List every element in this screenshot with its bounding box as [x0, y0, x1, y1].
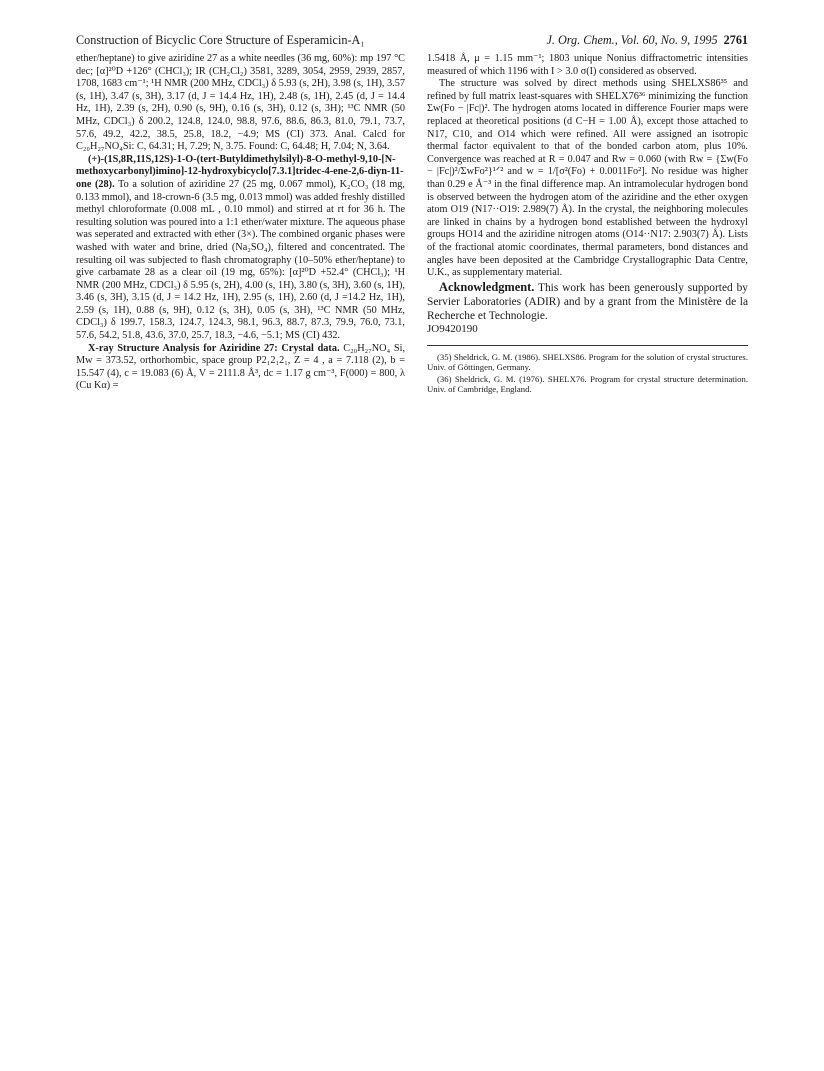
xray-body: C₂₀H₂₇NO₄ Si, Mw = 373.52, orthorhombic, space group P2₁2₁2₁, Z = 4 , a = 7.118 (2), b = 15.547 (4), c = 19.083 (6) Å, V = 2111.8 Å³, dc = 1.17 g cm⁻³, F(000) = 800, λ (Cu Kα) = — [76, 342, 406, 392]
compound-28-body: To a solution of aziridine 27 (25 mg, 0.067 mmol), K₂CO₃ (18 mg, 0.133 mmol), and 18-crown-6 (3.5 mg, 0.013 mmol) was added freshly distilled methyl chloroformate (0.008 mL , 0.10 mmol) and stirred at rt for 36 h. The resulting solution was poured into a 1:1 ether/water mixture. The aqueous phase was seperated and extracted with ether (3×). The combined organic phases were washed with water and brine, dried (Na₂SO₄), filtered and concentrated. The resulting oil was subjected to flash chromatography (10–50% ether/heptane) to give carbamate 28 as a clear oil (19 mg, 65%): [α]²⁰D +52.4° (CHCl₃); ¹H NMR (200 MHz, CDCl₃) δ 5.95 (s, 2H), 4.00 (s, 1H), 3.80 (s, 3H), 3.60 (s, 1H), 3.46 (s, 3H), 3.15 (d, J = 14.2 Hz, 1H), 2.95 (s, 1H), 2.60 (d, J =14.2 Hz, 1H), 2.59 (s, 1H), 0.88 (s, 9H), 0.12 (s, 3H), 0.05 (s, 3H), ¹³C NMR (50 MHz, CDCl₃) δ 199.7, 158.3, 124.7, 124.3, 98.1, 96.3, 88.7, 87.3, 79.9, 76.0, 73.1, 57.6, 54.2, 51.8, 43.6, 37.0, 25.7, 18.3, −4.6, −5.1; MS (CI) 432. — [76, 178, 405, 342]
footnote-rule — [427, 345, 748, 346]
page-number: 2761 — [723, 33, 748, 47]
running-title: Construction of Bicyclic Core Structure of Esperamicin-A₁ — [76, 33, 365, 47]
diffractometer-paragraph: 1.5418 Å, μ = 1.15 mm⁻¹; 1803 unique Nonius diffractometric intensities measured of which 1196 with I > 3.0 σ(I) considered as observed. — [427, 53, 748, 77]
acknowledgment-body: This work has been generously supported by Servier Laboratories (ADIR) and by a grant from the Ministère de la Recherche et Technologie. — [427, 281, 748, 323]
acknowledgment — [427, 280, 748, 324]
xray-title: X-ray Structure Analysis for Aziridine 27: Crystal data. — [88, 342, 340, 354]
journal-name: J. Org. Chem., Vol. 60, No. 9, 1995 — [546, 33, 718, 47]
left-column — [76, 53, 405, 393]
page-header — [76, 33, 748, 49]
xray-paragraph — [76, 343, 405, 393]
compound-28-paragraph — [76, 154, 405, 343]
right-column — [427, 53, 748, 396]
reference-36: (36) Sheldrick, G. M. (1976). SHELX76. Program for crystal structure determination. Univ. of Cambridge, England. — [427, 373, 748, 395]
manuscript-code: JO9420190 — [427, 323, 478, 336]
reference-35: (35) Sheldrick, G. M. (1986). SHELXS86. Program for the solution of crystal structures. Univ. of Göttingen, Germany. — [427, 351, 748, 373]
references — [427, 352, 748, 395]
acknowledgment-heading: Acknowledgment. — [439, 279, 535, 294]
structure-solution-paragraph: The structure was solved by direct methods using SHELXS86³⁵ and refined by full matrix least-squares with SHELX76³⁶ minimizing the function Σw(Fo − |Fc|)². The hydrogen atoms located in difference Fourier maps were replaced at theoretical positions (d C−H = 1.00 Å), except those attached to N17, C10, and O14 which were refined. All were assigned an isotropic thermal factor equivalent to that of the bonded carbon atom, plus 10%. Convergence was reached at R = 0.047 and Rw = 0.060 (with Rw = {Σw(Fo − |Fc|)²/ΣwFo²}¹ᐟ² and w = 1/[σ²(Fo) + 0.0011Fo²]. No residue was higher than 0.29 e Å⁻³ in the final difference map. An intramolecular hydrogen bond is observed between the hydrogen atom of the aziridine and the ether oxygen atom O19 (N17··O19: 2.989(7) Å). In the crystal, the neighboring molecules are linked in chains by a hydrogen bond established between the hydroxyl groups HO14 and the aziridine nitrogen atoms (O14··N17: 2.903(7) Å). Lists of the fractional atomic coordinates, thermal parameters, bond distances and angles have been deposited at the Cambridge Crystallographic Data Centre, U.K., as supplementary material. — [427, 78, 748, 279]
aziridine-27-data-paragraph: ether/heptane) to give aziridine 27 as a white needles (36 mg, 60%): mp 197 °C dec; [α]²⁰D +126° (CHCl₃); IR (CH₂Cl₂) 3581, 3289, 3054, 2959, 2939, 2857, 1708, 1683 cm⁻¹; ¹H NMR (200 MHz, CDCl₃) δ 5.93 (s, 2H), 3.98 (s, 1H), 3.57 (s, 1H), 3.47 (s, 3H), 3.17 (d, J = 14.4 Hz, 1H), 2.48 (s, 1H), 2.45 (d, J = 14.4 Hz, 1H), 2.39 (s, 2H), 0.90 (s, 9H), 0.16 (s, 3H), 0.12 (s, 3H); ¹³C NMR (50 MHz, CDCl₃) δ 200.2, 124.8, 124.0, 98.8, 97.6, 88.6, 86.3, 81.0, 79.1, 73.7, 57.6, 49.2, 42.2, 38.5, 25.8, 18.2, −4.9; MS (CI) 373. Anal. Calcd for C₂₀H₂₇NO₄Si: C, 64.31; H, 7.29; N, 3.75. Found: C, 64.48; H, 7.04; N, 3.64. — [76, 53, 405, 153]
journal-citation — [546, 33, 748, 48]
compound-28-title: (+)-(1S,8R,11S,12S)-1-O-(tert-Butyldimethylsilyl)-8-O-methyl-9,10-[N-methoxycarbonyl)imino]-12-hydroxybicyclo[7.3.1]tridec-4-ene-2,6-diyn-11-one (28). — [76, 153, 404, 190]
